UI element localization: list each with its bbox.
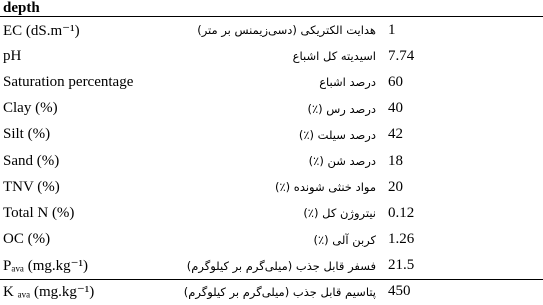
persian-label: فسفر قابل جذب (میلی‌گرم بر کیلوگرم) — [186, 258, 376, 273]
persian-label: مواد خنثی شونده (٪) — [274, 180, 376, 195]
table-row — [0, 43, 543, 69]
table-row — [0, 200, 543, 226]
table-row — [0, 17, 543, 43]
property-value: 18 — [388, 152, 403, 169]
persian-label: درصد رس (٪) — [307, 101, 376, 116]
table-header-depth: depth — [3, 0, 40, 16]
property-label: Pₐᵥₐ (mg.kg⁻¹) — [3, 258, 89, 275]
property-value: 1.26 — [388, 231, 415, 248]
property-label: OC (%) — [3, 231, 51, 248]
table-row — [0, 96, 543, 122]
table-row — [0, 253, 543, 279]
table-row — [0, 122, 543, 148]
table-row — [0, 148, 543, 174]
property-label: pH — [3, 47, 22, 64]
property-label: Saturation percentage — [3, 73, 134, 90]
bottom-rule — [0, 279, 543, 280]
property-label: Clay (%) — [3, 100, 58, 117]
property-label: Total N (%) — [3, 204, 75, 221]
persian-label: درصد سیلت (٪) — [298, 127, 376, 142]
table-row — [0, 69, 543, 95]
property-label: K ₐᵥₐ (mg.kg⁻¹) — [3, 284, 95, 301]
property-value: 7.74 — [388, 47, 415, 64]
property-value: 60 — [388, 73, 403, 90]
persian-label: هدایت الکتریکی (دسی‌زیمنس بر متر) — [197, 23, 376, 38]
persian-label: پتاسیم قابل جذب (میلی‌گرم بر کیلوگرم) — [183, 284, 376, 299]
table-row — [0, 279, 543, 305]
property-value: 1 — [388, 21, 396, 38]
persian-label: نیتروژن کل (٪) — [303, 206, 376, 221]
persian-label: درصد اشباع — [319, 75, 376, 90]
persian-label: درصد شن (٪) — [308, 154, 376, 169]
property-value: 40 — [388, 100, 403, 117]
persian-label: کربن آلی (٪) — [313, 232, 376, 247]
property-label: Silt (%) — [3, 126, 51, 143]
property-label: Sand (%) — [3, 152, 60, 169]
property-value: 42 — [388, 126, 403, 143]
soil-properties-table — [0, 17, 543, 305]
property-label: EC (dS.m⁻¹) — [3, 22, 80, 39]
property-value: 0.12 — [388, 204, 415, 221]
property-value: 450 — [388, 283, 411, 300]
table-row — [0, 174, 543, 200]
property-value: 21.5 — [388, 257, 415, 274]
table-row — [0, 227, 543, 253]
property-value: 20 — [388, 178, 403, 195]
persian-label: اسیدیته کل اشباع — [292, 49, 376, 64]
property-label: TNV (%) — [3, 178, 60, 195]
